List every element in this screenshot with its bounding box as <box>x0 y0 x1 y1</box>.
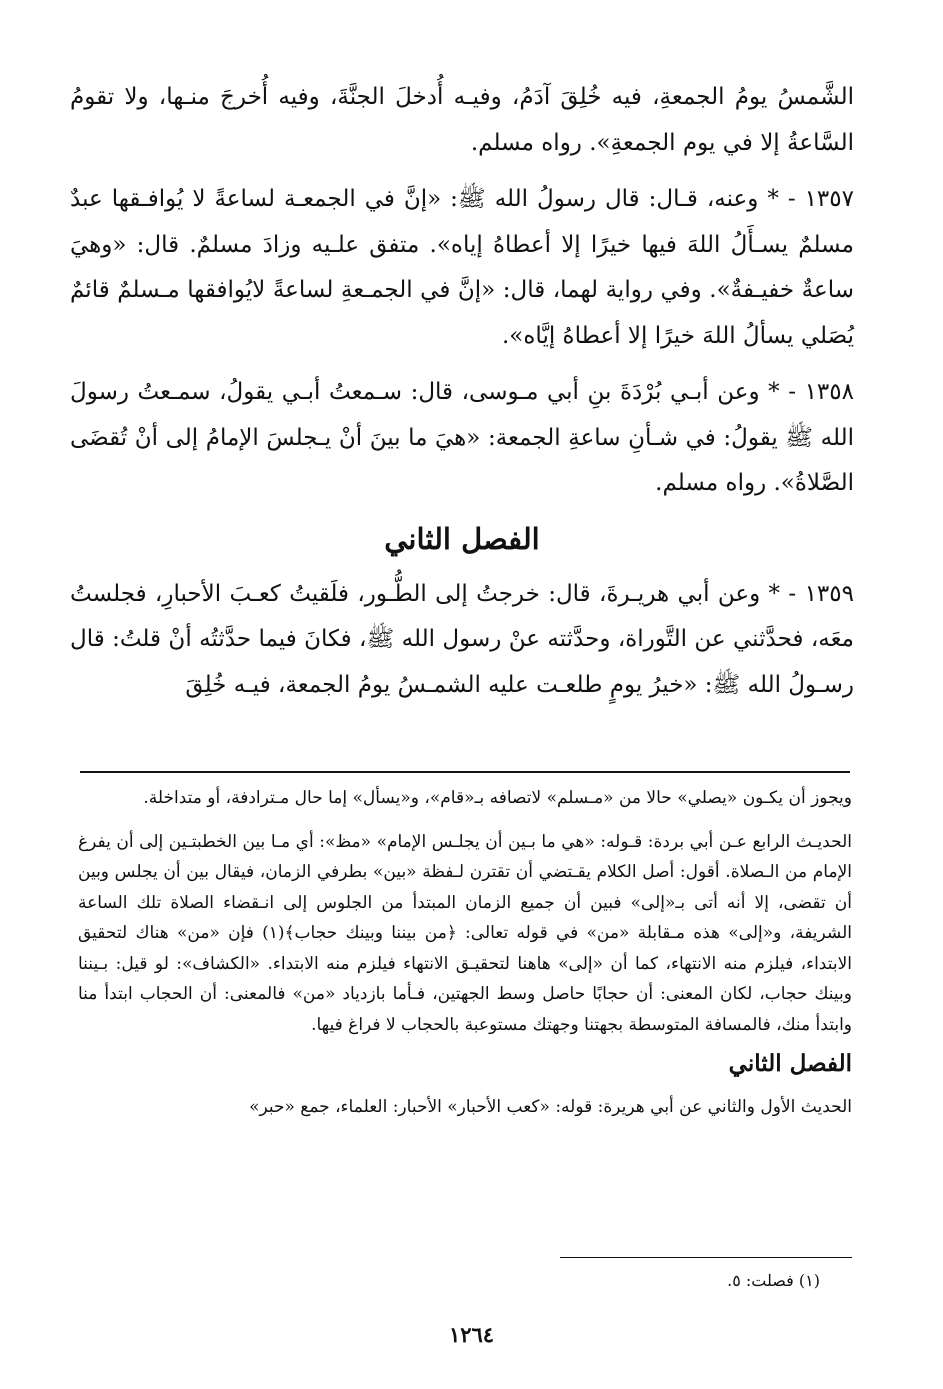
hadith-continuation: الشَّمسُ يومُ الجمعةِ، فيه خُلِقَ آدَمُ، وفيـه أُدخلَ الجنَّةَ، وفيه أُخرجَ منـها، ولا تقومُ السَّاعةُ إلا في يوم الجمعةِ». رواه مسلم. <box>70 84 854 156</box>
commentary <box>78 783 852 1136</box>
hadith-1358: ١٣٥٨ - * وعن أبـي بُرْدَةَ بنِ أبي مـوسى، قال: سـمعتُ أبـي يقولُ، سمـعتُ رسولَ الله ﷺ يقولُ: في شـأنِ ساعةِ الجمعة: «هيَ ما بينَ أنْ يـجلسَ الإمامُ إلى أنْ تُقضَى الصَّلاةُ». رواه مسلم. <box>70 379 854 496</box>
main-text <box>70 75 854 719</box>
hadith-1357: ١٣٥٧ - * وعنه، قـال: قال رسولُ الله ﷺ: «إنَّ في الجمعـة لساعةً لا يُوافـقها عبدٌ مسلمٌ يسـأَلُ اللهَ فيها خيرًا إلا أعطاهُ إياه». متفق علـيه وزادَ مسلمٌ. قال: «وهيَ ساعةٌ خفيـفةٌ». وفي رواية لهما، قال: «إنَّ في الجمـعةِ لساعةً لايُوافقها مـسلمٌ قائمٌ يُصَلي يسألُ اللهَ خيرًا إلا أعطاهُ إيَّاه». <box>70 186 854 349</box>
commentary-section-title: الفصل الثاني <box>728 1050 852 1077</box>
section-title: الفصل الثاني <box>384 521 540 556</box>
page-number: ١٢٦٤ <box>448 1322 495 1347</box>
commentary-paragraph-3: الحديث الأول والثاني عن أبي هريرة: قوله: «كعب الأحبار» الأحبار: العلماء، جمع «حبر» <box>249 1097 852 1117</box>
footnote: (١) فصلت: ٥. <box>727 1271 820 1290</box>
commentary-paragraph-1: ويجوز أن يكـون «يصلي» حالا من «مـسلم» لاتصافه بـ«قام»، و«يسأل» إما حال مـترادفة، أو متداخلة. <box>143 788 852 808</box>
text-divider <box>80 771 850 773</box>
commentary-paragraph-2: الحديـث الرابع عـن أبي بردة: قـوله: «هي ما بـين أن يجلـس الإمام» «مظ»: أي مـا بين الخطبتـين إلى أن يفرغ الإمام من الـصلاة. أقول: أصل الكلام يقـتضي أن تقترن لـفظة «بين» بطرفي الزمان، فيقال بين أن يجلس وبين أن تقضى، إلا أنه أتى بـ«إلى» فبين أن جميع الزمان المبتدأ من الجلوس إلى انـقضاء الصلاة تلك الساعة الشريفة، و«إلى» هذه مـقابلة «من» في قوله تعالى: ﴿من بيننا وبينك حجاب﴾(١) فإن «من» هناك لتحقيق الابتداء، فيلزم منه الانتهاء، كما أن «إلى» هاهنا لتحقيـق الانتهاء فيلزم منه الابتداء. «الكشاف»: لو قيل: بـيننا وبينك حجاب، لكان المعنى: أن حجابًا حاصل وسط الجهتين، فـأما بازدياد «من» فالمعنى: أن الحجاب ابتدأ منا وابتدأ منك، فالمسافة المتوسطة بجهتنا وجهتك مستوعبة بالحجاب لا فراغ فيها. <box>78 831 852 1035</box>
footnote-divider <box>560 1257 852 1258</box>
hadith-1359: ١٣٥٩ - * وعن أبي هريـرةَ، قال: خرجتُ إلى الطُّـور، فلَقيتُ كعـبَ الأحبارِ، فجلستُ معَه، فحدَّثني عن التَّوراة، وحدَّثته عنْ رسول الله ﷺ، فكانَ فيما حدَّثتُه أنْ قلتُ: قال رسـولُ الله ﷺ: «خيرُ يومٍ طلعـت عليه الشمـسُ يومُ الجمعة، فيـه خُلِقَ <box>70 580 854 698</box>
